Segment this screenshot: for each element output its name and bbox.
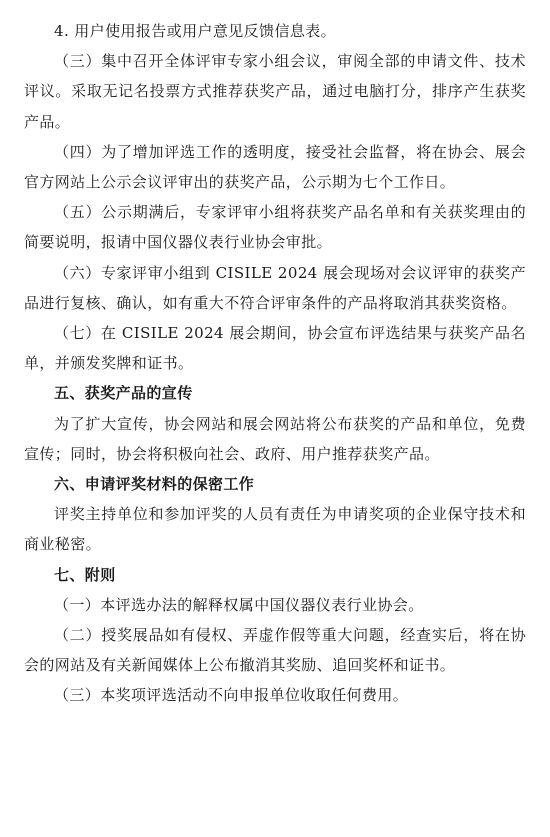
paragraph-appendix-2: （二）授奖展品如有侵权、弄虚作假等重大问题，经查实后，将在协会的网站及有关新闻媒体上公布撤消其奖励、追回奖杯和证书。 <box>24 626 526 675</box>
section-heading-7: 七、附则 <box>54 565 116 584</box>
paragraph-step-7: （七）在 CISILE 2024 展会期间，协会宣布评选结果与获奖产品名单，并颁发奖牌和证书。 <box>24 324 526 373</box>
paragraph-step-5: （五）公示期满后，专家评审小组将获奖产品名单和有关获奖理由的简要说明，报请中国仪器仪表行业协会审批。 <box>24 203 526 252</box>
paragraph-confidentiality: 评奖主持单位和参加评奖的人员有责任为申请奖项的企业保守技术和商业秘密。 <box>24 505 526 554</box>
paragraph-appendix-1: （一）本评选办法的解释权属中国仪器仪表行业协会。 <box>54 595 424 614</box>
section-heading-6: 六、申请评奖材料的保密工作 <box>54 475 255 494</box>
paragraph-step-4: （四）为了增加评选工作的透明度，接受社会监督，将在协会、展会官方网站上公示会议评审出的获奖产品，公示期为七个工作日。 <box>24 142 526 192</box>
list-item-user-report: 4. 用户使用报告或用户意见反馈信息表。 <box>54 22 337 40</box>
paragraph-publicity: 为了扩大宣传，协会网站和展会网站将公布获奖的产品和单位，免费宣传；同时，协会将积极向社会、政府、用户推荐获奖产品。 <box>24 414 526 463</box>
paragraph-step-6: （六）专家评审小组到 CISILE 2024 展会现场对会议评审的获奖产品进行复核、确认，如有重大不符合评审条件的产品将取消其获奖资格。 <box>24 263 526 312</box>
section-heading-5: 五、获奖产品的宣传 <box>54 384 193 403</box>
paragraph-step-3: （三）集中召开全体评审专家小组会议，审阅全部的申请文件、技术评议。采取无记名投票方式推荐获奖产品，通过电脑打分，排序产生获奖产品。 <box>24 52 526 131</box>
paragraph-appendix-3: （三）本奖项评选活动不向申报单位收取任何费用。 <box>54 686 409 705</box>
